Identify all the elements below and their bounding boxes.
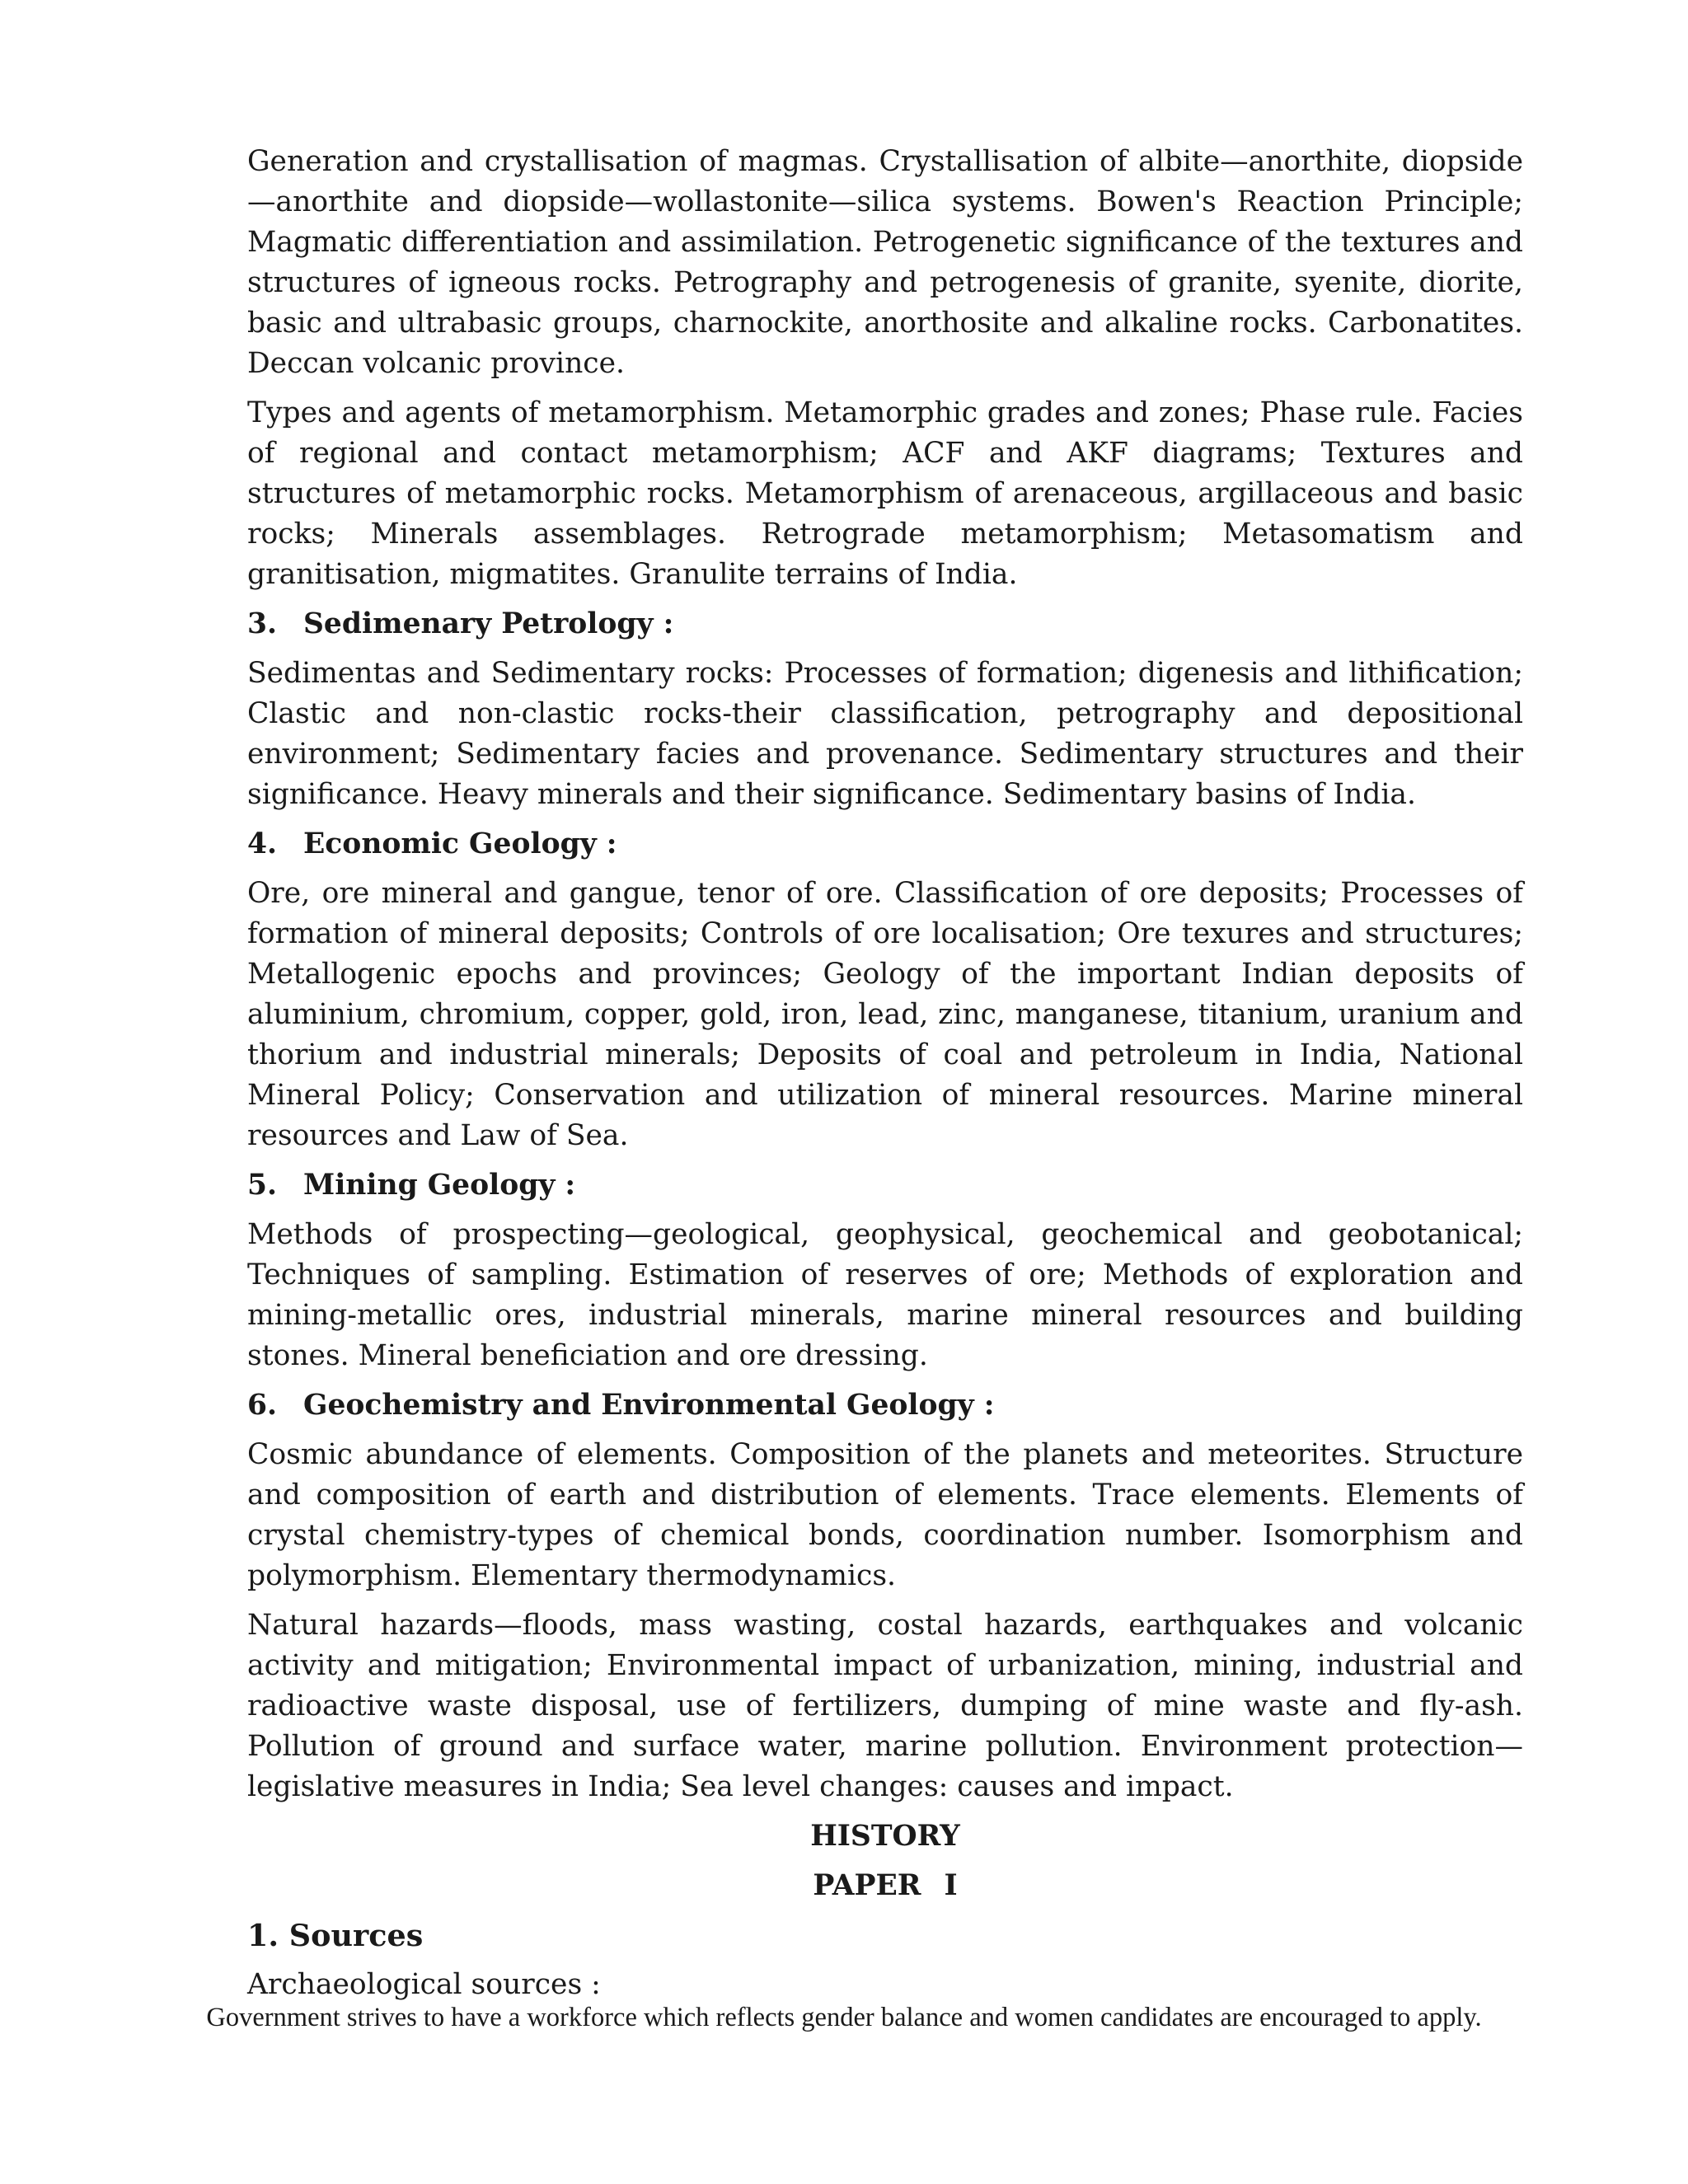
history-title: HISTORY [810,1820,960,1853]
footer-note: Government strives to have a workforce which reflects gender balance and women candidates are encouraged to apply. [206,2003,1482,2032]
economic-geology-paragraph: Ore, ore mineral and gangue, tenor of ore. Classification of ore deposits; Processes of formation of mineral deposits; Controls of ore localisation; Ore texures and structures; Metallogenic epochs and provinces; Geology of the important Indian deposits of aluminium, chromium, copper, gold, iron, lead, zinc, manganese, titanium, uranium and thorium and industrial minerals; Deposits of coal and petroleum in India, National Mineral Policy; Conservation and utilization of mineral resources. Marine mineral resources and Law of Sea. [247,877,1523,1152]
section-number: 4. [247,827,278,860]
section-number: 3. [247,607,278,640]
section-heading-geochemistry [247,1385,1523,1426]
section-heading-economic-geology [247,824,1523,865]
environmental-geology-paragraph: Natural hazards—floods, mass wasting, costal hazards, earthquakes and volcanic activity and mitigation; Environmental impact of urbanization, mining, industrial and radioactive waste disposal, use of fertilizers, dumping of mine waste and fly-ash. Pollution of ground and surface water, marine pollution. Environment protection—legislative measures in India; Sea level changes: causes and impact. [247,1609,1523,1803]
section-title: Geochemistry and Environmental Geology : [303,1389,995,1422]
section-title: Mining Geology : [303,1169,576,1202]
geochemistry-paragraph: Cosmic abundance of elements. Composition of the planets and meteorites. Structure and composition of earth and distribution of elements. Trace elements. Elements of crystal chemistry-types of chemical bonds, coordination number. Isomorphism and polymorphism. Elementary thermodynamics. [247,1438,1523,1592]
section-heading-mining-geology [247,1165,1523,1206]
metamorphic-petrology-paragraph: Types and agents of metamorphism. Metamorphic grades and zones; Phase rule. Facies of regional and contact metamorphism; ACF and AKF diagrams; Textures and structures of metamorphic rocks. Metamorphism of arenaceous, argillaceous and basic rocks; Minerals assemblages. Retrograde metamorphism; Metasomatism and granitisation, migmatites. Granulite terrains of India. [247,396,1523,591]
document-page [247,142,1523,2005]
sedimentary-petrology-paragraph: Sedimentas and Sedimentary rocks: Processes of formation; digenesis and lithification; Clastic and non-clastic rocks-their classification, petrography and depositional environment; Sedimentary facies and provenance. Sedimentary structures and their significance. Heavy minerals and their significance. Sedimentary basins of India. [247,657,1523,811]
section-number: 6. [247,1389,278,1422]
section-number: 5. [247,1169,278,1202]
sources-heading: 1. Sources [247,1918,424,1953]
igneous-petrology-paragraph: Generation and crystallisation of magmas. Crystallisation of albite—anorthite, diopside—anorthite and diopside—wollastonite—silica systems. Bowen's Reaction Principle; Magmatic differentiation and assimilation. Petrogenetic significance of the textures and structures of igneous rocks. Petrography and petrogenesis of granite, syenite, diorite, basic and ultrabasic groups, charnockite, anorthosite and alkaline rocks. Carbonatites. Deccan volcanic province. [247,145,1523,380]
section-title: Economic Geology : [303,827,617,860]
paper-title: PAPER I [813,1869,958,1902]
section-title: Sedimenary Petrology : [303,607,674,640]
mining-geology-paragraph: Methods of prospecting—geological, geophysical, geochemical and geobotanical; Techniques of sampling. Estimation of reserves of ore; Methods of exploration and mining-metallic ores, industrial minerals, marine mineral resources and building stones. Mineral beneficiation and ore dressing. [247,1218,1523,1372]
section-heading-sedimentary-petrology [247,604,1523,644]
archaeological-sources-label: Archaeological sources : [247,1968,601,2001]
